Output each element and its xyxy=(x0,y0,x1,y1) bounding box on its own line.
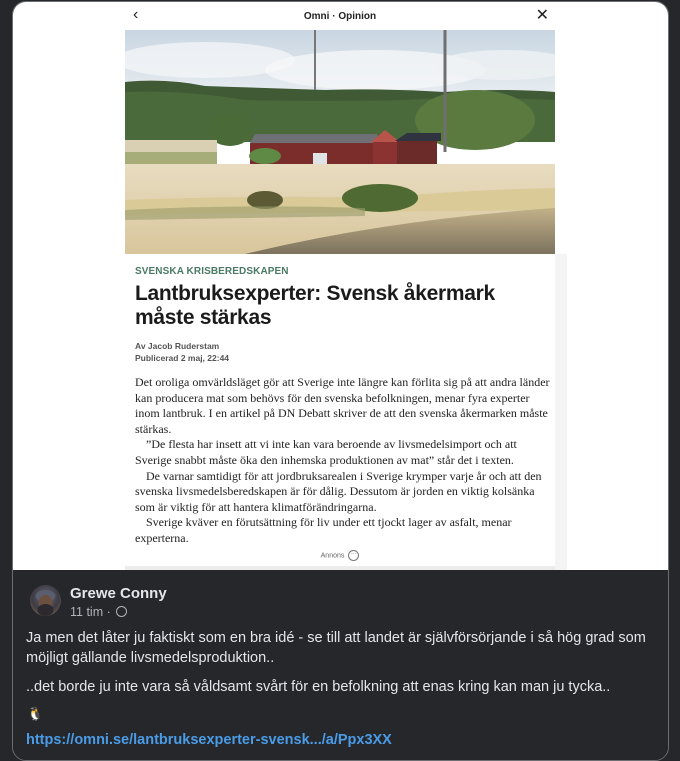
facebook-post-card xyxy=(12,1,669,761)
article-byline xyxy=(135,340,229,364)
scroll-edge xyxy=(555,254,567,570)
article-photo xyxy=(125,30,555,254)
more-options-icon[interactable]: ··· xyxy=(348,550,359,561)
ad-label-row xyxy=(125,550,555,561)
post-paragraph: Ja men det låter ju faktiskt som en bra idé - se till att landet är självförsörjande i så hög grad som möjligt gällande livsmedelsproduktion.. xyxy=(26,630,646,666)
article-body xyxy=(125,254,555,570)
post-meta xyxy=(70,605,127,619)
article-paragraph: Sverige kväver en förutsättning för liv under ett tjockt lager av asfalt, menar experterna. xyxy=(135,515,512,545)
article-paragraph: De varnar samtidigt för att jordbruksarealen i Sverige krymper varje år och att den svenska livsmedelsberedskapen är för dålig. Dessutom är jorden en viktig kolsänka som är viktig för att hantera klimatförändringarna. xyxy=(135,468,542,514)
article-paragraph: Det oroliga omvärldsläget gör att Sverige inte längre kan förlita sig på att andra länder kan producera mat som behövs för den svenska befolkningen, menar fyra experter inom lantbruk. I en artikel på DN Debatt skriver de att den svenska åkermarken måste stärkas. xyxy=(135,375,550,436)
attached-screenshot[interactable] xyxy=(13,2,668,570)
globe-icon xyxy=(116,606,127,617)
post-author[interactable]: Grewe Conny xyxy=(70,585,167,602)
omni-topbar xyxy=(125,2,555,30)
back-arrow-icon[interactable]: ‹ xyxy=(133,6,139,23)
article-paragraph: ”De flesta har insett att vi inte kan vara beroende av livsmedelsimport och att Sverige snabbt måste öka den inhemska produktionen av mat” står det i texten. xyxy=(135,437,517,467)
article-headline: Lantbruksexperter: Svensk åkermark måste stärkas xyxy=(135,282,495,329)
close-icon[interactable]: ✕ xyxy=(535,7,549,24)
meta-separator: · xyxy=(106,605,111,619)
topbar-title: Omni · Opinion xyxy=(303,10,377,22)
post-text xyxy=(26,628,656,706)
article-kicker: SVENSKA KRISBEREDSKAPEN xyxy=(135,266,289,277)
penguin-emoji-icon: 🐧 xyxy=(27,706,44,721)
article-author: Av Jacob Ruderstam xyxy=(135,341,220,351)
article-text xyxy=(135,375,550,547)
article-published: Publicerad 2 maj, 22:44 xyxy=(135,353,230,363)
post-content xyxy=(13,570,668,760)
article-link[interactable]: https://omni.se/lantbruksexperter-svensk.../a/Ppx3XX xyxy=(26,732,392,748)
post-time[interactable]: 11 tim xyxy=(70,605,104,619)
avatar[interactable] xyxy=(30,585,61,616)
post-paragraph: ..det borde ju inte vara så våldsamt svårt för en befolkning att enas kring kan man ju tycka.. xyxy=(26,679,611,695)
ad-label: Annons xyxy=(320,552,345,560)
